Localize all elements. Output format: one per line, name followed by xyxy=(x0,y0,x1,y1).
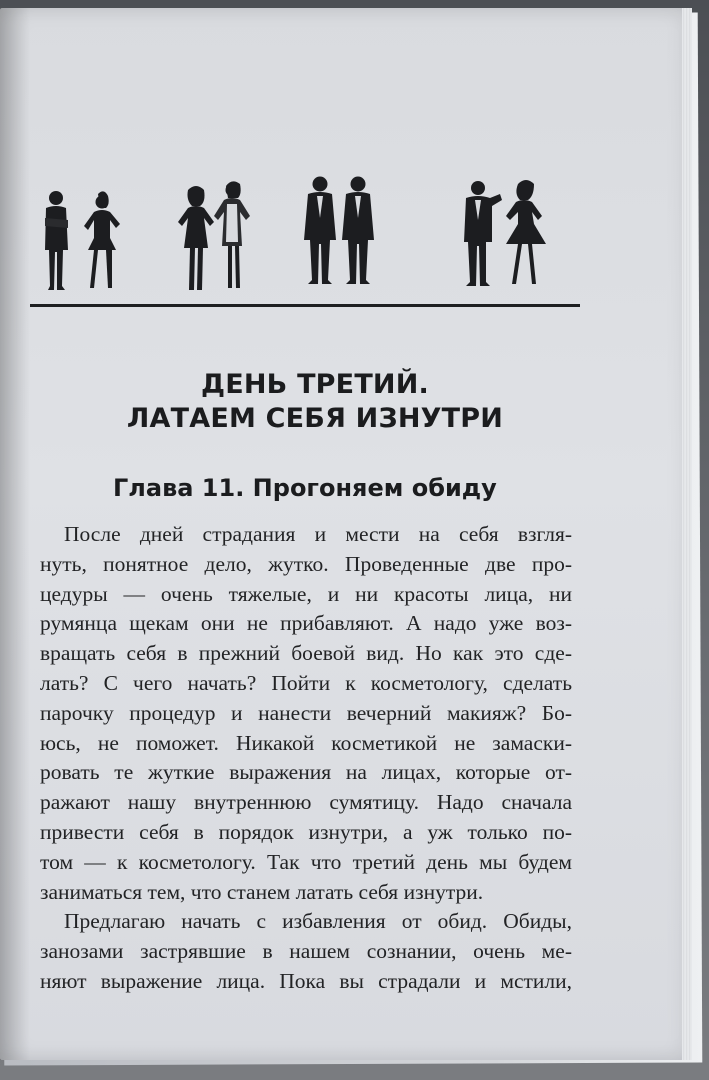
header-rule xyxy=(30,304,580,307)
man-suit-icon xyxy=(304,177,336,285)
woman-nurse-icon xyxy=(214,181,250,288)
part-title-line-1: ДЕНЬ ТРЕТИЙ. xyxy=(201,369,429,400)
text-line: После дней страдания и мести на себя взгля- xyxy=(64,522,572,546)
text-line: том — к косметологу. Так что третий день мы будем xyxy=(40,849,572,874)
woman-skirt-icon xyxy=(506,180,546,284)
text-line: парочку процедур и нанести вечерний макияж? Бо- xyxy=(40,700,572,725)
text-line: ровать те жуткие выражения на лицах, которые от- xyxy=(40,760,572,785)
part-title xyxy=(95,368,535,436)
woman-dress-icon xyxy=(178,186,214,290)
man-pointing-icon xyxy=(464,181,502,286)
text-line: цедуры — очень тяжелые, и ни красоты лица, ни xyxy=(40,581,572,606)
text-line: вращать себя в прежний боевой вид. Но как это сде- xyxy=(40,641,572,666)
text-line: лать? С чего начать? Пойти к косметологу, сделать xyxy=(40,670,572,695)
book-page xyxy=(0,8,688,1060)
chapter-title: Глава 11. Прогоняем обиду xyxy=(113,474,497,502)
man-suit-icon xyxy=(342,177,374,285)
page-edge xyxy=(682,8,692,1060)
body-text xyxy=(40,520,572,997)
part-title-line-2: ЛАТАЕМ СЕБЯ ИЗНУТРИ xyxy=(126,403,504,434)
text-line: няют выражение лица. Пока вы страдали и мстили, xyxy=(40,968,572,993)
paragraph-2 xyxy=(40,907,572,996)
man-arms-crossed-icon xyxy=(45,191,68,290)
text-line: румянца щекам они не прибавляют. А надо уже воз- xyxy=(40,611,572,636)
text-line: Предлагаю начать с избавления от обид. Обиды, xyxy=(64,909,572,934)
text-line: занозами застрявшие в нашем сознании, очень ме- xyxy=(40,939,572,964)
text-line: нуть, понятное дело, жутко. Проведенные две про- xyxy=(40,551,572,576)
text-line: юсь, не поможет. Никакой косметикой не замаски- xyxy=(40,730,572,755)
text-line: ражают нашу внутреннюю сумятицу. Надо сначала xyxy=(40,790,572,815)
text-line: заниматься тем, что станем латать себя изнутри. xyxy=(40,879,484,904)
business-people-silhouettes-icon xyxy=(28,158,578,303)
gutter-shadow xyxy=(0,8,30,1060)
paragraph-1 xyxy=(40,520,572,907)
text-line: привести себя в порядок изнутри, а уж только по- xyxy=(40,819,572,844)
woman-hand-on-hip-icon xyxy=(84,191,120,288)
